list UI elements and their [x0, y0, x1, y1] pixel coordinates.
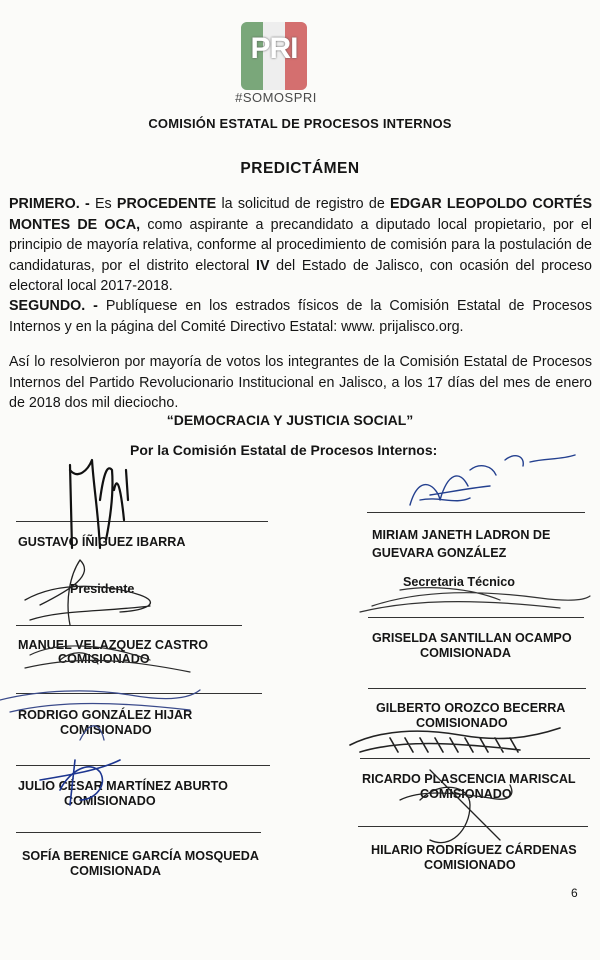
signature-presidente	[25, 560, 150, 625]
signature-julio	[40, 760, 120, 805]
candidate-name: EDGAR LEOPOLDO CORTÉS MONTES DE OCA,	[9, 196, 592, 233]
page-number: 6	[571, 886, 578, 900]
signer-name: MANUEL VELAZQUEZ CASTRO	[18, 638, 209, 652]
logo-text: PRI	[250, 32, 298, 65]
signer-name-line2: GUEVARA GONZÁLEZ	[372, 546, 507, 560]
signature-miriam	[410, 455, 575, 505]
p2-text: Publíquese en los estrados físicos de la Comisión Estatal de Procesos Internos y en la página del Comité Directivo Estatal: www. prijalisco.org.	[9, 298, 592, 335]
p1-text-1: Es	[89, 196, 117, 212]
procedente-text: PROCEDENTE	[116, 196, 217, 212]
signer-role: COMISIONADA	[70, 864, 161, 878]
signer-role: Secretaria Técnico	[403, 575, 516, 589]
signer-name: JULIO CÉSAR MARTÍNEZ ABURTO	[18, 779, 228, 793]
signature-ricardo	[400, 770, 512, 843]
signer-name: GRISELDA SANTILLAN OCAMPO	[372, 631, 572, 645]
signers-intro: Por la Comisión Estatal de Procesos Internos:	[130, 442, 438, 458]
signer-name: GILBERTO OROZCO BECERRA	[376, 701, 566, 715]
signer-role: COMISIONADO	[416, 716, 508, 730]
signature-gilberto	[350, 728, 560, 752]
signer-name: RODRIGO GONZÁLEZ HIJAR	[18, 708, 193, 722]
signature-gustavo	[70, 460, 128, 548]
motto: “DEMOCRACIA Y JUSTICIA SOCIAL”	[166, 412, 414, 428]
district-number: IV	[255, 257, 270, 274]
p1-text-3: como aspirante a precandidato a diputado local propietario, por el principio de mayoría relativa, conforme al procedimiento de comisión para la postulación de candidaturas, por el distrito electoral	[9, 216, 592, 274]
signature-griselda	[360, 588, 590, 612]
signer-name: GUSTAVO ÍÑIGUEZ IBARRA	[18, 535, 186, 549]
signer-role: COMISIONADO	[420, 787, 512, 801]
signer-name: RICARDO PLASCENCIA MARISCAL	[362, 772, 576, 786]
signer-role: Presidente	[70, 582, 135, 596]
signer-name: MIRIAM JANETH LADRON DE	[372, 528, 551, 542]
signer-role: COMISIONADO	[60, 723, 152, 737]
primero-label: PRIMERO. -	[9, 196, 90, 212]
document-title: PREDICTÁMEN	[240, 160, 360, 177]
signature-manuel	[25, 646, 190, 672]
paragraph-resolution: Así lo resolvieron por mayoría de votos los integrantes de la Comisión Estatal de Procesos Internos del Partido Revolucionario Institucional en Jalisco, a los 17 días del mes de enero de 2018 dos mil dieciocho.	[9, 354, 592, 411]
segundo-label: SEGUNDO. -	[9, 298, 98, 314]
signer-role: COMISIONADO	[58, 652, 150, 666]
signer-role: COMISIONADA	[420, 646, 511, 660]
hashtag: #SOMOSPRI	[235, 90, 317, 105]
commission-heading: COMISIÓN ESTATAL DE PROCESOS INTERNOS	[148, 116, 452, 131]
signer-role: COMISIONADO	[424, 858, 516, 872]
signer-role: COMISIONADO	[64, 794, 156, 808]
p1-text-2: la solicitud de registro de	[216, 196, 391, 212]
signature-rodrigo	[0, 690, 200, 740]
signer-name: HILARIO RODRÍGUEZ CÁRDENAS	[371, 843, 577, 857]
signer-name: SOFÍA BERENICE GARCÍA MOSQUEDA	[22, 849, 259, 863]
p1-text-4: del Estado de Jalisco, con ocasión del proceso electoral local 2017-2018.	[9, 257, 593, 294]
